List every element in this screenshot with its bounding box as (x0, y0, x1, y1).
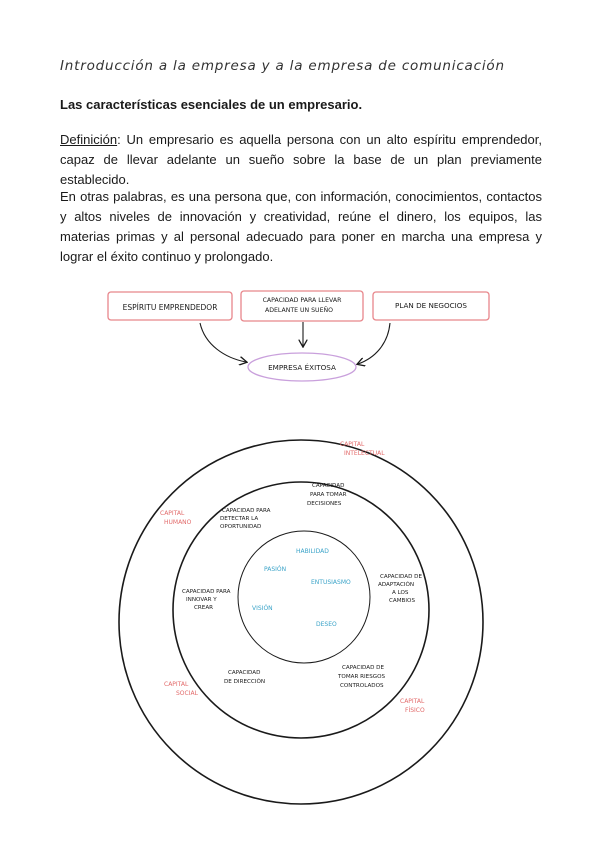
box-espiritu-label: ESPÍRITU EMPRENDEDOR (122, 303, 218, 312)
inner-entusiasmo: ENTUSIASMO (311, 579, 351, 586)
capital-fisico-1: CAPITAL (400, 698, 425, 705)
section-heading: Las características esenciales de un empresario. (60, 97, 363, 112)
capital-intelectual-1: CAPITAL (340, 441, 365, 448)
innovar-1: CAPACIDAD PARA (182, 589, 231, 595)
capital-social-2: SOCIAL (176, 690, 198, 697)
capital-humano-2: HUMANO (164, 519, 192, 526)
riesgos-3: CONTROLADOS (340, 683, 384, 689)
inner-vision: VISIÓN (252, 605, 273, 612)
inner-habilidad: HABILIDAD (296, 548, 329, 555)
decisiones-1: CAPACIDAD (312, 483, 345, 489)
oportunidad-1: CAPACIDAD PARA (222, 508, 271, 514)
capital-intelectual-2: INTELECTUAL (344, 450, 385, 457)
adaptacion-2: ADAPTACIÓN (378, 582, 415, 588)
box-capacidad-sueno (241, 291, 363, 321)
document-title: Introducción a la empresa y a la empresa de comunicación (60, 58, 505, 74)
box-capacidad-label-1: CAPACIDAD PARA LLEVAR (262, 297, 342, 304)
direccion-1: CAPACIDAD (228, 670, 261, 676)
arrow-right (358, 323, 390, 364)
oportunidad-2: DETECTAR LA (220, 516, 259, 522)
result-label: EMPRESA ÉXITOSA (268, 363, 336, 372)
innovar-2: INNOVAR Y (186, 597, 217, 603)
adaptacion-4: CAMBIOS (389, 598, 415, 604)
innovar-3: CREAR (194, 605, 214, 611)
riesgos-2: TOMAR RIESGOS (338, 674, 386, 680)
capital-social-1: CAPITAL (164, 681, 189, 688)
arrow-left (200, 323, 246, 362)
capital-fisico-2: FÍSICO (405, 707, 425, 714)
definition-label: Definición (60, 132, 118, 147)
box-capacidad-label-2: ADELANTE UN SUEÑO (264, 307, 334, 314)
description-paragraph: En otras palabras, es una persona que, con información, conocimientos, contactos y altos niveles de innovación y creatividad, reúne el dinero, los equipos, las materias primas y al personal adecuado para poner en marcha una empresa y lograr el éxito continuo y prolongado. (60, 189, 542, 264)
inner-deseo: DESEO (316, 621, 337, 628)
adaptacion-1: CAPACIDAD DE (380, 574, 422, 580)
oportunidad-3: OPORTUNIDAD (220, 524, 262, 530)
inner-pasion: PASIÓN (264, 566, 287, 573)
concentric-diagram (119, 440, 483, 804)
definition-text: : Un empresario es aquella persona con un alto espíritu emprendedor, capaz de llevar adelante un sueño sobre la base de un plan previamente establecido. (60, 132, 542, 187)
flow-diagram (108, 291, 489, 381)
riesgos-1: CAPACIDAD DE (342, 665, 384, 671)
decisiones-2: PARA TOMAR (310, 492, 347, 498)
box-plan-label: PLAN DE NEGOCIOS (395, 301, 467, 310)
decisiones-3: DECISIONES (307, 501, 342, 507)
adaptacion-3: A LOS (392, 590, 409, 596)
capital-humano-1: CAPITAL (160, 510, 185, 517)
direccion-2: DE DIRECCIÓN (224, 679, 266, 685)
